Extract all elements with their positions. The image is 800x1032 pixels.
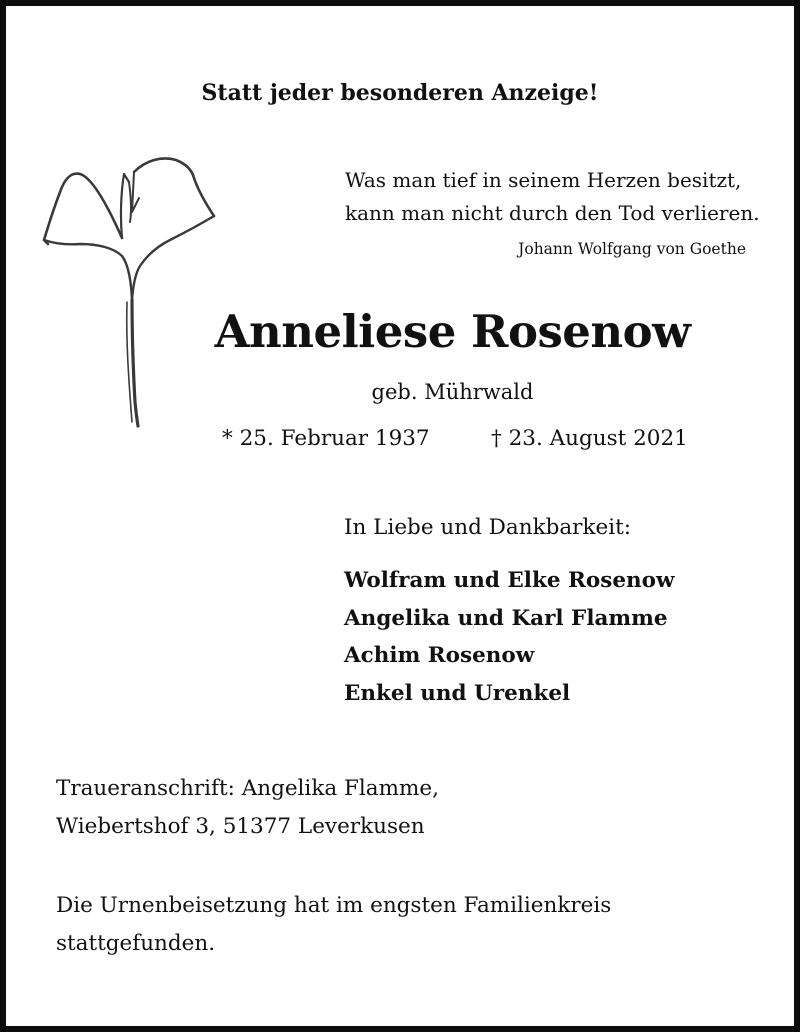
mourner-name: Achim Rosenow [344,643,535,668]
mourner-name: Enkel und Urenkel [344,680,571,706]
mourner-name: Angelika und Karl Flamme [344,605,668,631]
quote-line-1: Was man tief in seinem Herzen besitzt, [345,168,742,192]
quote-author: Johann Wolfgang von Goethe [518,240,746,258]
death-date: † 23. August 2021 [491,426,688,451]
mourning-address-line-2: Wiebertshof 3, 51377 Leverkusen [56,814,425,839]
deceased-name: Anneliese Rosenow [214,305,691,358]
funeral-note-line-2: stattgefunden. [56,931,216,956]
mourning-address-line-1: Traueranschrift: Angelika Flamme, [56,776,439,801]
birth-date: * 25. Februar 1937 [222,426,430,451]
funeral-note-line-1: Die Urnenbeisetzung hat im engsten Familienkreis [56,893,612,918]
maiden-name: geb. Mührwald [371,380,534,404]
quote-line-2: kann man nicht durch den Tod verlieren. [345,201,760,225]
mourner-name: Wolfram und Elke Rosenow [344,568,675,593]
notice-heading: Statt jeder besonderen Anzeige! [201,80,599,106]
thanks-intro: In Liebe und Dankbarkeit: [344,515,631,540]
mourners-list [344,562,675,712]
